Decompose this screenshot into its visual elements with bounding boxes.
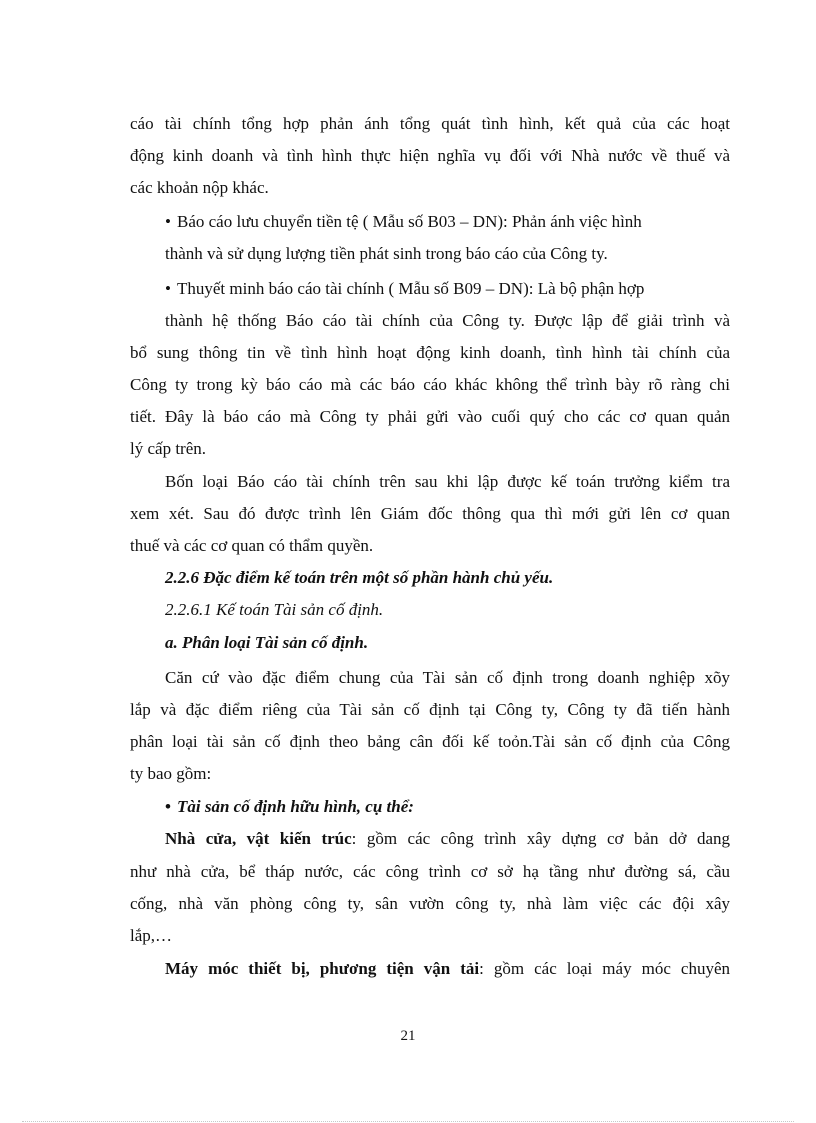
paragraph-line: cống, nhà văn phòng công ty, sân vườn công ty, nhà làm việc các đội xây bbox=[130, 894, 730, 913]
paragraph-line: các khoản nộp khác. bbox=[130, 178, 269, 197]
term-description: : gồm các loại máy móc chuyên bbox=[479, 959, 730, 978]
subsection-heading: 2.2.6.1 Kế toán Tài sản cố định. bbox=[165, 600, 384, 619]
paragraph-line: Công ty trong kỳ báo cáo mà các báo cáo khác không thể trình bày rõ ràng chi bbox=[130, 375, 730, 394]
bullet-text: Báo cáo lưu chuyển tiền tệ ( Mẫu số B03 – DN): Phản ánh việc hình bbox=[177, 212, 642, 231]
paragraph-line: ty bao gồm: bbox=[130, 764, 212, 783]
paragraph-line: phân loại tài sản cố định theo bảng cân đối kế toỏn.Tài sản cố định của Công bbox=[130, 732, 730, 751]
paragraph-line: Bốn loại Báo cáo tài chính trên sau khi lập được kế toán trưởng kiểm tra bbox=[165, 472, 730, 491]
section-heading: 2.2.6 Đặc điểm kế toán trên một số phần hành chủ yếu. bbox=[165, 568, 554, 587]
paragraph-line: như nhà cửa, bể tháp nước, các công trình cơ sở hạ tầng như đường sá, cầu bbox=[130, 862, 730, 881]
paragraph-line: lý cấp trên. bbox=[130, 439, 206, 458]
bullet-text: Thuyết minh báo cáo tài chính ( Mẫu số B09 – DN): Là bộ phận hợp bbox=[177, 279, 645, 298]
paragraph-line: xem xét. Sau đó được trình lên Giám đốc thông qua thì mới gửi lên cơ quan bbox=[130, 504, 730, 523]
bullet-icon: • bbox=[165, 212, 171, 231]
paragraph-line: Căn cứ vào đặc điểm chung của Tài sản cố định trong doanh nghiệp xõy bbox=[165, 668, 730, 687]
paragraph-line: tiết. Đây là báo cáo mà Công ty phải gửi vào cuối quý cho các cơ quan quản bbox=[130, 407, 730, 426]
paragraph-line: lắp,… bbox=[130, 926, 173, 945]
term-bold: Nhà cửa, vật kiến trúc bbox=[165, 829, 352, 848]
paragraph-line: thành và sử dụng lượng tiền phát sinh trong báo cáo của Công ty. bbox=[165, 244, 608, 263]
paragraph-line bbox=[165, 958, 730, 980]
paragraph-line: thành hệ thống Báo cáo tài chính của Công ty. Được lập để giải trình và bbox=[165, 311, 730, 330]
bullet-item bbox=[165, 278, 644, 300]
term-bold: Máy móc thiết bị, phương tiện vận tải bbox=[165, 959, 480, 978]
bullet-item bbox=[165, 211, 642, 233]
paragraph-line: lắp và đặc điểm riêng của Tài sản cố định tại Công ty, Công ty đã tiến hành bbox=[130, 700, 730, 719]
paragraph-line: thuế và các cơ quan có thẩm quyền. bbox=[130, 536, 374, 555]
page-number: 21 bbox=[400, 1028, 416, 1044]
bullet-icon: • bbox=[165, 797, 171, 816]
paragraph-line: cáo tài chính tổng hợp phản ánh tổng quát tình hình, kết quả của các hoạt bbox=[130, 114, 730, 133]
item-heading: a. Phân loại Tài sản cố định. bbox=[165, 633, 369, 652]
term-description: : gồm các công trình xây dựng cơ bản dở dang bbox=[351, 829, 730, 848]
bullet-icon: • bbox=[165, 279, 171, 298]
bullet-item bbox=[165, 796, 414, 818]
page-border bbox=[22, 1121, 794, 1122]
bullet-text: Tài sản cố định hữu hình, cụ thể: bbox=[177, 797, 414, 816]
paragraph-line: bổ sung thông tin về tình hình hoạt động kinh doanh, tình hình tài chính của bbox=[130, 343, 730, 362]
paragraph-line bbox=[165, 828, 730, 850]
paragraph-line: động kinh doanh và tình hình thực hiện nghĩa vụ đối với Nhà nước về thuế và bbox=[130, 146, 730, 165]
